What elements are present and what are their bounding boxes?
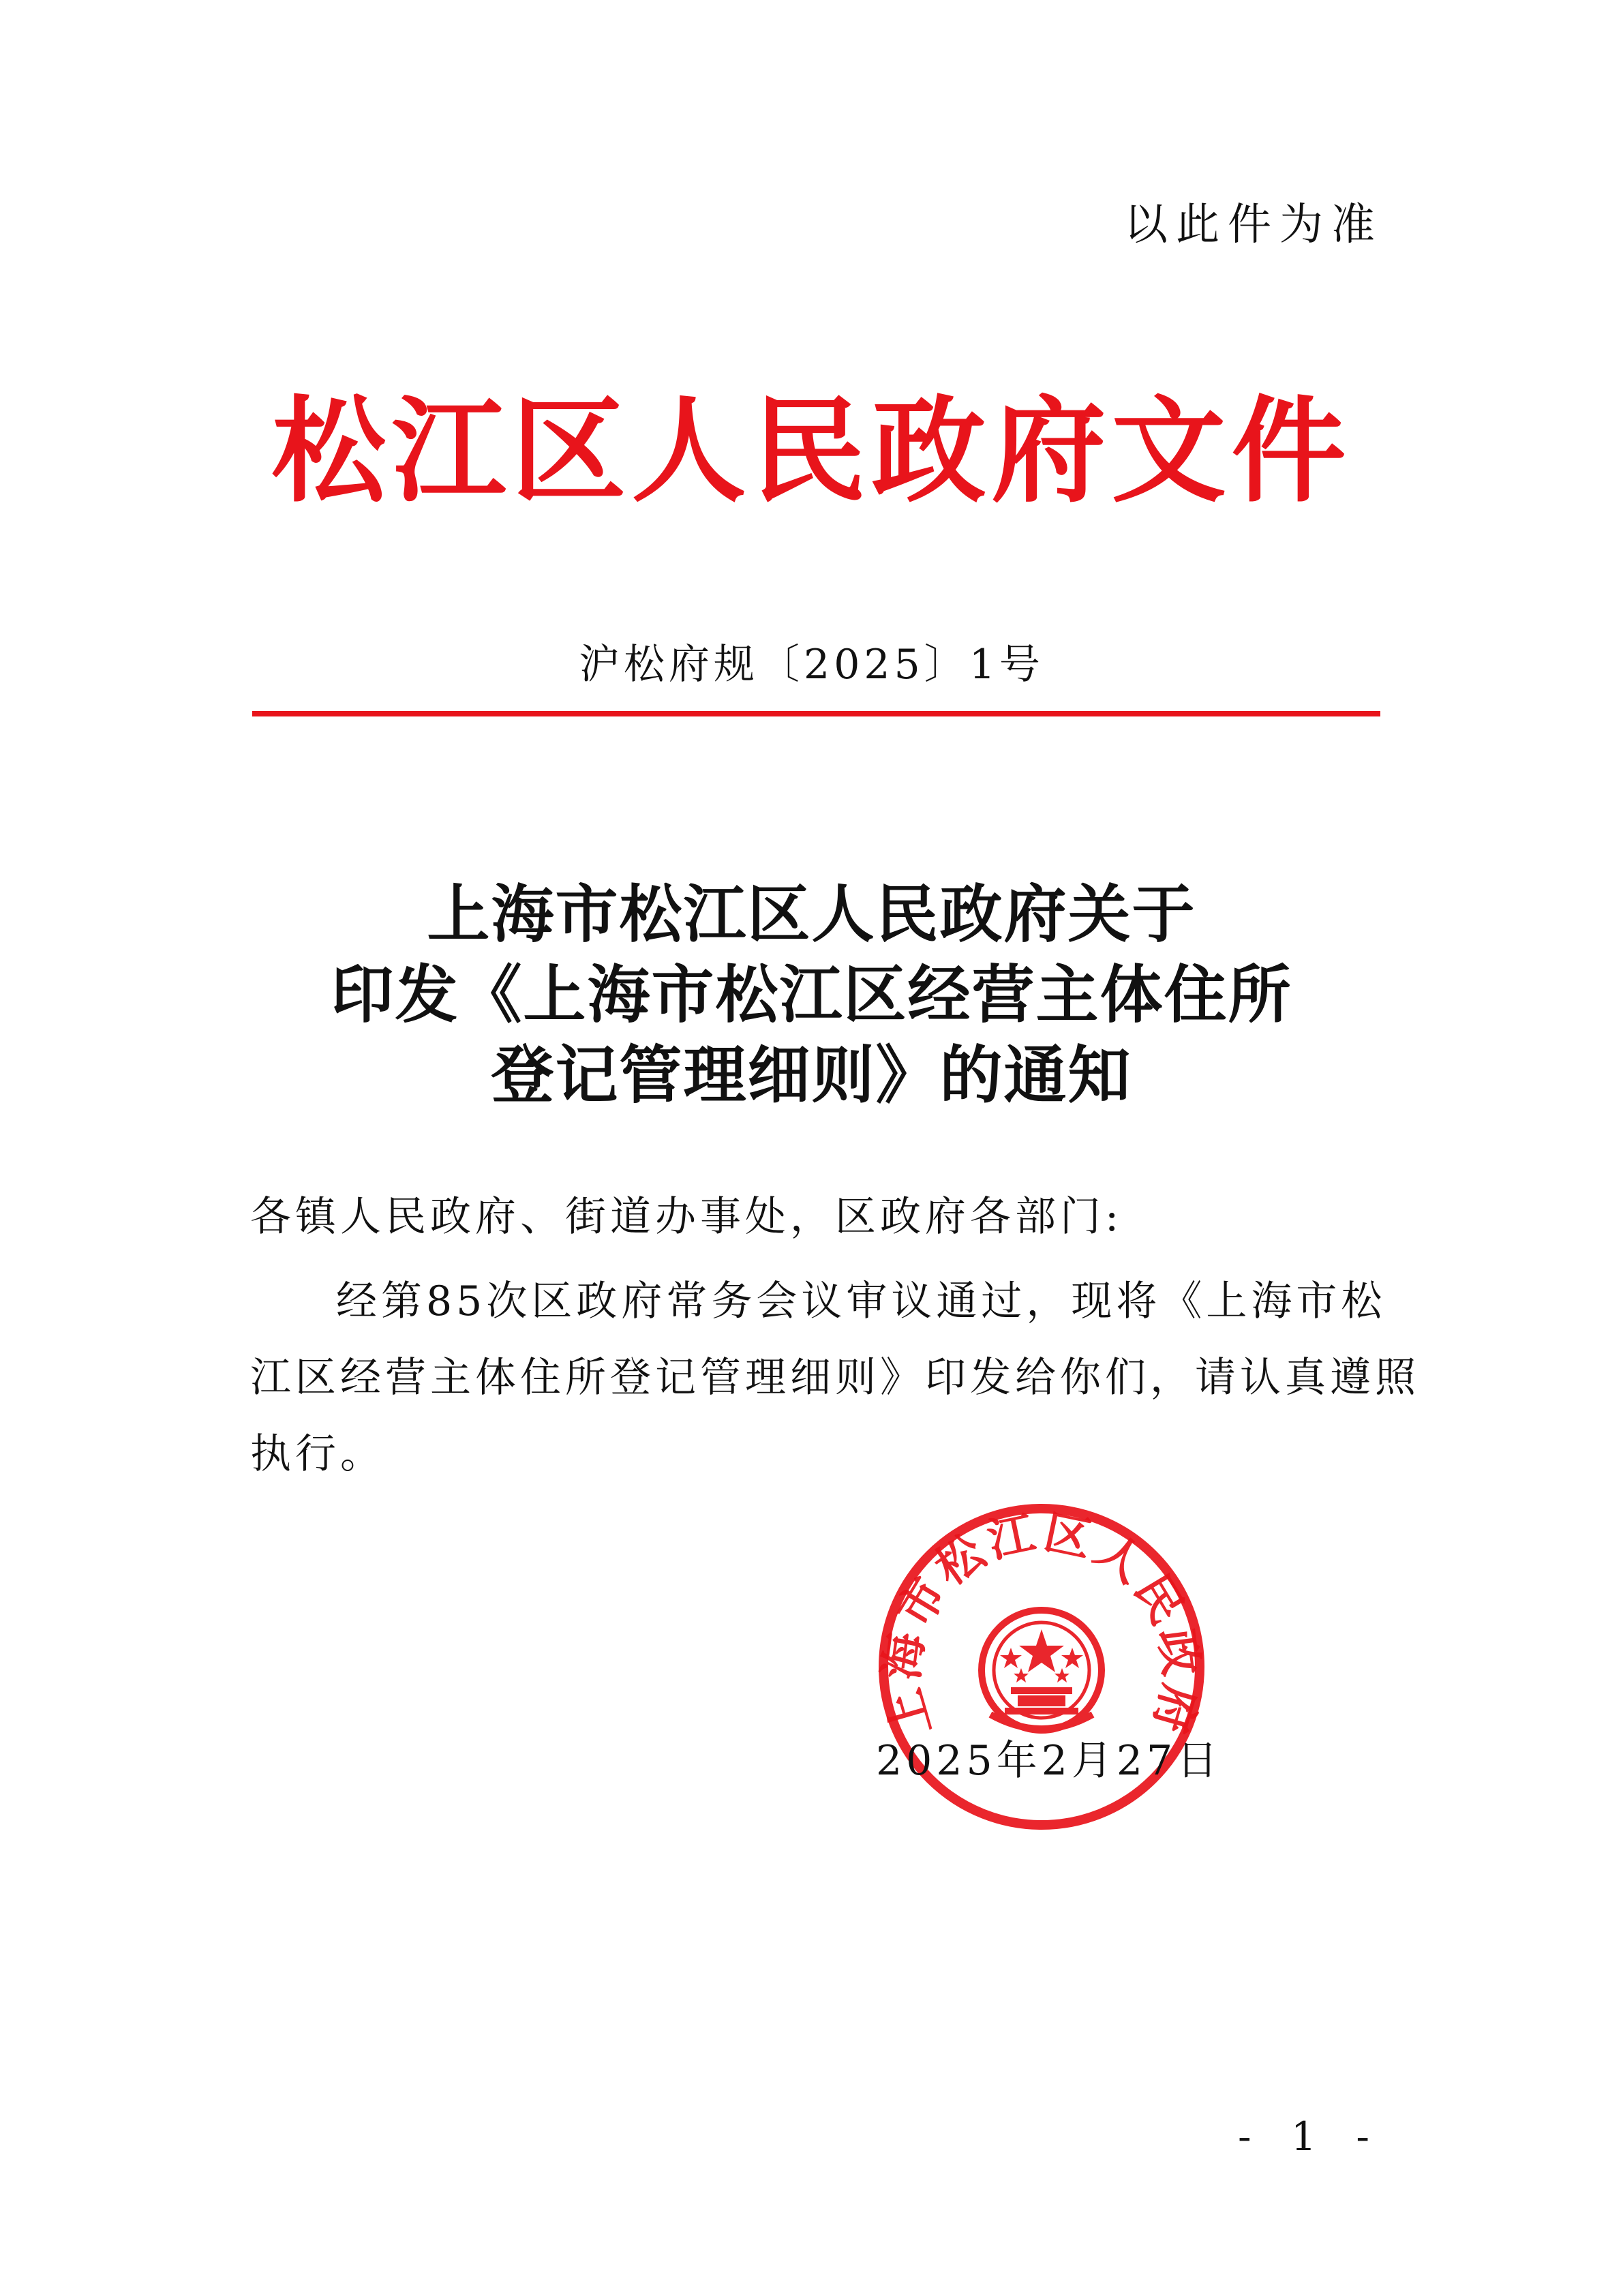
seal-text: 上海市松江区人民政府 [874, 1505, 1209, 1743]
body-line-2: 江区经营主体住所登记管理细则》印发给你们，请认真遵照 [250, 1354, 1420, 1402]
salutation: 各镇人民政府、街道办事处，区政府各部门: [250, 1193, 1123, 1241]
body-line-3: 执行。 [250, 1430, 385, 1478]
document-number: 沪松府规〔2025〕1号 [579, 641, 1044, 689]
validity-note: 以此件为准 [1124, 200, 1383, 250]
title-line-2: 印发《上海市松江区经营主体住所 [331, 958, 1292, 1031]
body-paragraph [250, 1263, 1420, 1492]
title-line-1: 上海市松江区人民政府关于 [427, 877, 1196, 951]
official-seal [871, 1496, 1212, 1837]
page-number: - 1 - [1238, 2113, 1383, 2160]
signature-date: 2025年2月27日 [876, 1737, 1222, 1785]
masthead-title: 松江区人民政府文件 [271, 384, 1352, 518]
red-divider-line [252, 711, 1380, 716]
document-title [0, 874, 1623, 1115]
title-line-3: 登记管理细则》的通知 [491, 1038, 1132, 1112]
national-emblem-icon [982, 1610, 1102, 1730]
body-line-1: 经第85次区政府常务会议审议通过，现将《上海市松 [336, 1278, 1386, 1325]
